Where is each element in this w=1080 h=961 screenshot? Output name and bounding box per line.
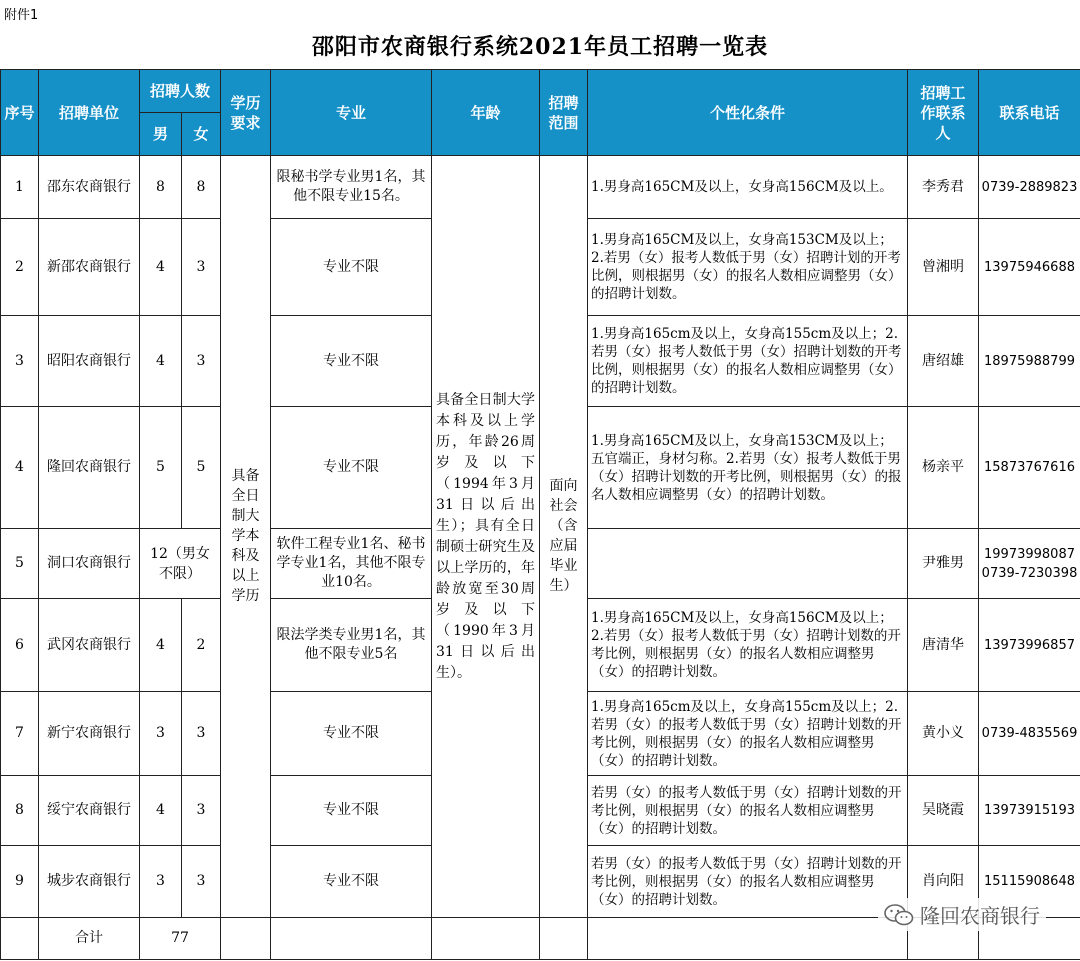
row-female: 3 — [182, 219, 221, 316]
row-condition: 1.男身高165CM及以上，女身高156CM及以上。 — [588, 156, 908, 219]
row-contact: 曾湘明 — [908, 219, 979, 316]
row-major: 专业不限 — [271, 846, 432, 918]
watermark — [878, 898, 1046, 931]
row-male: 3 — [140, 692, 182, 776]
row-major: 专业不限 — [271, 316, 432, 407]
row-seq: 4 — [1, 407, 39, 529]
row-female: 2 — [182, 599, 221, 692]
total-value: 77 — [140, 918, 221, 960]
row-major: 专业不限 — [271, 776, 432, 846]
row-seq: 3 — [1, 316, 39, 407]
row-seq: 7 — [1, 692, 39, 776]
row-contact: 吴晓霞 — [908, 776, 979, 846]
page-title: 邵阳市农商银行系统2021年员工招聘一览表 — [311, 34, 769, 60]
row-condition: 1.男身高165CM及以上，女身高156CM及以上；2.若男（女）报考人数低于男（女）招聘计划数的开考比例，则根据男（女）的报名人数相应调整男（女）的招聘计划数。 — [588, 599, 908, 692]
row-phone: 0739-4835569 — [979, 692, 1080, 776]
row-unit: 邵东农商银行 — [39, 156, 140, 219]
row-phone: 13975946688 — [979, 219, 1080, 316]
row-seq: 9 — [1, 846, 39, 918]
row-phone-landline: 0739-7230398 — [981, 565, 1078, 581]
row-female: 3 — [182, 316, 221, 407]
row-phone: 18975988799 — [979, 316, 1080, 407]
row-contact: 黄小义 — [908, 692, 979, 776]
header-contact: 招聘工作联系人 — [908, 70, 979, 156]
row-unit: 新邵农商银行 — [39, 219, 140, 316]
row-unit: 武冈农商银行 — [39, 599, 140, 692]
row-unit: 绥宁农商银行 — [39, 776, 140, 846]
table-row — [1, 156, 1080, 219]
watermark-text: 隆回农商银行 — [920, 904, 1040, 928]
row-female: 3 — [182, 692, 221, 776]
row-seq: 6 — [1, 599, 39, 692]
row-female: 5 — [182, 407, 221, 529]
row-male: 4 — [140, 599, 182, 692]
row-condition — [588, 529, 908, 599]
row-seq: 5 — [1, 529, 39, 599]
row-contact: 唐清华 — [908, 599, 979, 692]
edu-requirement: 具备全日制大学本科及以上学历 — [221, 156, 271, 918]
row-male: 4 — [140, 316, 182, 407]
row-condition: 若男（女）的报考人数低于男（女）招聘计划数的开考比例，则根据男（女）的报名人数相应调整男（女）的招聘计划数。 — [588, 776, 908, 846]
total-empty — [540, 918, 588, 960]
header-scope: 招聘范围 — [540, 70, 588, 156]
row-condition: 若男（女）的报考人数低于男（女）招聘计划数的开考比例，则根据男（女）的报名人数相应调整男（女）的招聘计划数。 — [588, 846, 908, 918]
row-male: 5 — [140, 407, 182, 529]
row-male: 3 — [140, 846, 182, 918]
row-unit: 昭阳农商银行 — [39, 316, 140, 407]
row-major: 限法学类专业男1名，其他不限专业5名 — [271, 599, 432, 692]
header-edu: 学历要求 — [221, 70, 271, 156]
header-count: 招聘人数 — [140, 70, 221, 113]
row-unit: 洞口农商银行 — [39, 529, 140, 599]
row-phone: 15115908648 — [979, 846, 1080, 918]
attachment-label: 附件1 — [4, 8, 39, 23]
row-unit: 隆回农商银行 — [39, 407, 140, 529]
row-phone: 13973915193 — [979, 776, 1080, 846]
header-seq: 序号 — [1, 70, 39, 156]
wechat-icon — [884, 903, 914, 927]
row-phone-mobile: 19973998087 — [984, 546, 1075, 562]
row-major: 专业不限 — [271, 407, 432, 529]
header-male: 男 — [140, 113, 182, 156]
row-unit: 城步农商银行 — [39, 846, 140, 918]
header-unit: 招聘单位 — [39, 70, 140, 156]
row-contact: 李秀君 — [908, 156, 979, 219]
row-major: 专业不限 — [271, 692, 432, 776]
header-major: 专业 — [271, 70, 432, 156]
total-empty — [432, 918, 540, 960]
row-major: 限秘书学专业男1名，其他不限专业15名。 — [271, 156, 432, 219]
row-condition: 1.男身高165CM及以上，女身高153CM及以上；五官端正，身材匀称。2.若男（女）报考人数低于男（女）招聘计划数的开考比例，则根据男（女）的报名人数相应调整男（女）的招聘计划数。 — [588, 407, 908, 529]
row-phone: 13973996857 — [979, 599, 1080, 692]
row-contact: 肖向阳 — [908, 846, 979, 918]
row-contact: 唐绍雄 — [908, 316, 979, 407]
total-empty — [1, 918, 39, 960]
row-unit: 新宁农商银行 — [39, 692, 140, 776]
total-empty — [271, 918, 432, 960]
row-female: 8 — [182, 156, 221, 219]
row-male: 8 — [140, 156, 182, 219]
row-male: 4 — [140, 219, 182, 316]
row-condition: 1.男身高165cm及以上，女身高155cm及以上；2.若男（女）的报考人数低于男（女）招聘计划数的开考比例，则根据男（女）的报名人数相应调整男（女）的招聘计划数。 — [588, 692, 908, 776]
row-contact: 杨亲平 — [908, 407, 979, 529]
row-count-merged: 12（男女不限） — [140, 529, 221, 599]
row-female: 3 — [182, 776, 221, 846]
row-seq: 2 — [1, 219, 39, 316]
row-female: 3 — [182, 846, 221, 918]
row-major: 软件工程专业1名、秘书学专业1名，其他不限专业10名。 — [271, 529, 432, 599]
row-phone: 0739-2889823 — [979, 156, 1080, 219]
row-condition: 1.男身高165CM及以上，女身高153CM及以上；2.若男（女）报考人数低于男（女）招聘计划的开考比例，则根据男（女）的报名人数相应调整男（女）的招聘计划数。 — [588, 219, 908, 316]
header-female: 女 — [182, 113, 221, 156]
row-phone: 15873767616 — [979, 407, 1080, 529]
row-phone — [979, 529, 1080, 599]
recruitment-table — [0, 69, 1080, 960]
row-condition: 1.男身高165cm及以上，女身高155cm及以上；2.若男（女）报考人数低于男（女）招聘计划数的开考比例，则根据男（女）的报名人数相应调整男（女）的招聘计划数。 — [588, 316, 908, 407]
age-requirement: 具备全日制大学本科及以上学历，年龄26周岁及以下（1994年3月31日以后出生）；具有全日制硕士研究生及以上学历的，年龄放宽至30周岁及以下（1990年3月31日以后出生）。 — [432, 156, 540, 918]
row-seq: 8 — [1, 776, 39, 846]
row-seq: 1 — [1, 156, 39, 219]
total-label: 合计 — [39, 918, 140, 960]
row-major: 专业不限 — [271, 219, 432, 316]
total-empty — [221, 918, 271, 960]
total-empty — [588, 918, 908, 960]
header-phone: 联系电话 — [979, 70, 1080, 156]
row-male: 4 — [140, 776, 182, 846]
row-contact: 尹雅男 — [908, 529, 979, 599]
header-cond: 个性化条件 — [588, 70, 908, 156]
header-age: 年龄 — [432, 70, 540, 156]
recruit-scope: 面向社会（含应届毕业生） — [540, 156, 588, 918]
